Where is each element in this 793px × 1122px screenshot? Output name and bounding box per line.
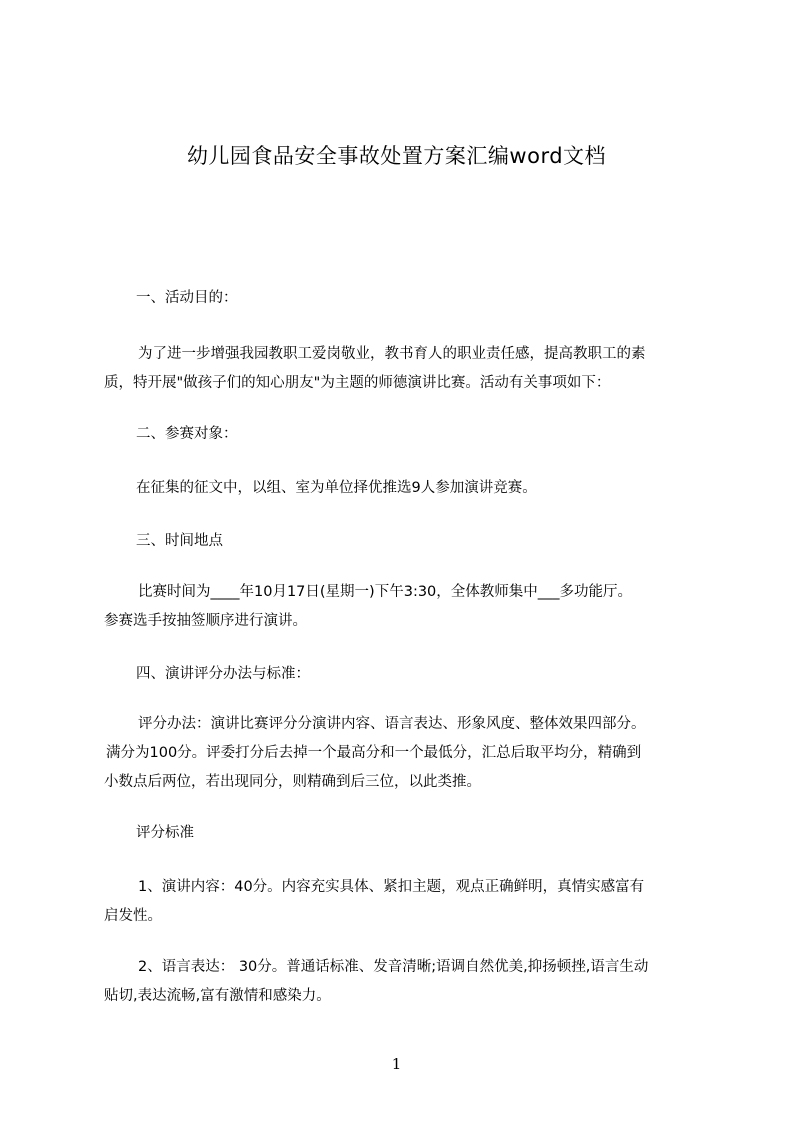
paragraph-line: 贴切,表达流畅,富有激情和感染力。	[104, 988, 331, 1004]
section-4-heading-block	[104, 660, 700, 689]
section-1-heading-block	[104, 284, 700, 313]
section-1-paragraph	[104, 340, 700, 398]
paragraph-line: 比赛时间为____年10月17日(星期一)下午3:30，全体教师集中___多功能厅。	[138, 584, 633, 600]
paragraph-line: 质，特开展"做孩子们的知心朋友"为主题的师德演讲比赛。活动有关事项如下：	[104, 375, 611, 391]
paragraph-line: 小数点后两位，若出现同分，则精确到后三位，以此类推。	[104, 774, 481, 790]
section-heading: 三、时间地点	[136, 533, 223, 549]
sub-heading: 评分标准	[136, 825, 194, 841]
paragraph-line: 为了进一步增强我园教职工爱岗敬业，教书育人的职业责任感，提高教职工的素	[138, 346, 646, 362]
section-3-heading-block	[104, 527, 700, 556]
paragraph-line: 满分为100分。评委打分后去掉一个最高分和一个最低分，汇总后取平均分，精确到	[106, 745, 642, 761]
paragraph-line: 在征集的征文中，以组、室为单位择优推选9人参加演讲竞赛。	[136, 480, 537, 496]
section-2-paragraph	[104, 474, 700, 503]
section-3-paragraph	[104, 578, 700, 636]
page-number: 1	[391, 1055, 402, 1073]
section-heading: 一、活动目的：	[136, 290, 238, 306]
paragraph-line: 参赛选手按抽签顺序进行演讲。	[104, 613, 307, 629]
paragraph-line: 2、语言表达： 30分。普通话标准、发音清晰;语调自然优美,抑扬顿挫,语言生动	[138, 959, 649, 975]
paragraph-line: 启发性。	[104, 908, 162, 924]
section-4-paragraph	[104, 710, 700, 797]
document-title: 幼儿园食品安全事故处置方案汇编word文档	[186, 144, 607, 168]
scoring-item-1	[104, 873, 700, 931]
paragraph-line: 评分办法：演讲比赛评分分演讲内容、语言表达、形象风度、整体效果四部分。	[138, 716, 646, 732]
section-heading: 四、演讲评分办法与标准：	[136, 666, 310, 682]
section-heading: 二、参赛对象：	[136, 426, 238, 442]
scoring-item-2	[104, 953, 700, 1011]
paragraph-line: 1、演讲内容：40分。内容充实具体、紧扣主题，观点正确鲜明，真情实感富有	[138, 879, 645, 895]
scoring-standard-heading-block	[104, 819, 700, 848]
section-2-heading-block	[104, 420, 700, 449]
